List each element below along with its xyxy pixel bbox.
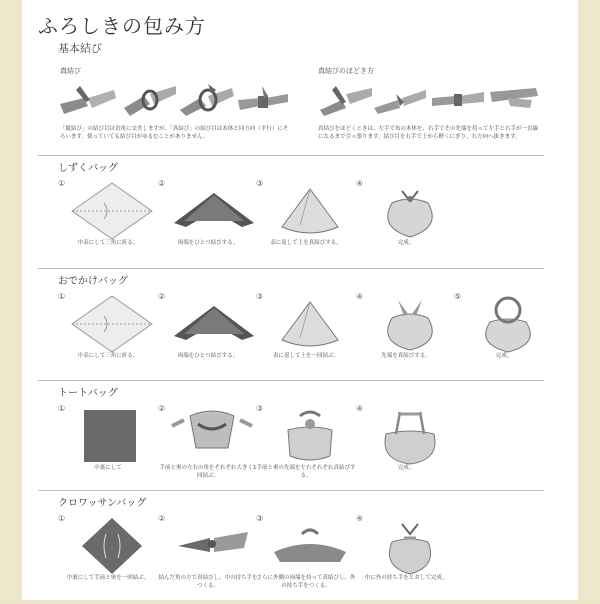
untie-note: 真結びをほどくときは、左手で布の本体を、右手でその先端を持って左手と右手が一直線になるまで引っ張ります。結び目を右手で上から軽くにぎり、右方向へ抜きます。 (318, 126, 539, 140)
tote-bag-step-2 (158, 404, 258, 494)
step-caption: 表に返して上を真結びする。 (270, 240, 342, 246)
shizuku-bag-step-3 (256, 179, 356, 269)
untie-illustration-3 (430, 80, 486, 120)
step-caption: 手前と奥の先端を左右それぞれ真結びする。 (256, 465, 356, 479)
step-number: ③ (256, 292, 264, 301)
section-divider (38, 268, 544, 269)
step-number: ② (158, 179, 166, 188)
step-number: ⑤ (454, 292, 462, 301)
step-illustration (70, 181, 154, 241)
croissant-bag-step-1 (58, 514, 158, 604)
odekake-bag-step-3 (256, 292, 356, 382)
knot-illustration-1 (58, 80, 118, 120)
step-illustration (170, 294, 254, 354)
step-caption: 中裏にして手前と奥を一回結ぶ。 (66, 575, 150, 581)
step-number: ④ (356, 514, 364, 523)
step-illustration (268, 516, 352, 576)
step-illustration (170, 181, 254, 241)
knot-illustration-4 (236, 80, 292, 120)
tote-bag-step-1 (58, 404, 158, 494)
step-illustration (170, 516, 254, 576)
step-number: ④ (356, 179, 364, 188)
shizuku-bag-step-2 (158, 179, 258, 269)
section-title-croissant-bag: クロワッサンバッグ (58, 498, 147, 509)
tote-bag-step-3 (256, 404, 356, 494)
step-number: ③ (256, 179, 264, 188)
step-illustration (268, 406, 352, 466)
untie-label: 真結びのほどき方 (318, 67, 374, 75)
knot-illustration-2 (120, 80, 180, 120)
untie-illustration-4 (488, 80, 542, 120)
tote-bag-step-4 (356, 404, 456, 494)
odekake-bag-step-1 (58, 292, 158, 382)
step-caption: 完成。 (397, 465, 415, 471)
step-illustration (70, 516, 154, 576)
step-caption: 完成。 (495, 353, 513, 359)
untie-illustration-1 (316, 80, 376, 120)
shizuku-bag-step-1 (58, 179, 158, 269)
section-divider (38, 490, 544, 491)
knot-illustration-3 (178, 80, 238, 120)
knot-note: 「縦結び」の結び目は直角に交差しますが、「真結び」の結び目は本体と同方向（平行）にそろいます。使っていても結び目がゆるむことがありません。 (60, 126, 289, 140)
step-caption: 中表にして三角に折る。 (77, 353, 139, 359)
step-caption: 中裏にして (94, 465, 122, 471)
step-caption: 完成。 (397, 240, 415, 246)
step-number: ① (58, 404, 66, 413)
step-caption: 結んだ角の方で真結びし、中の持ち手をつくる。 (158, 575, 258, 589)
section-divider (38, 155, 544, 156)
step-caption: 両端をひとつ結びする。 (177, 240, 239, 246)
step-number: ① (58, 179, 66, 188)
step-illustration (268, 294, 352, 354)
step-illustration (268, 181, 352, 241)
step-illustration (368, 406, 452, 466)
step-illustration (368, 516, 452, 576)
step-caption: 先端を真結びする。 (381, 353, 431, 359)
odekake-bag-step-2 (158, 292, 258, 382)
croissant-bag-step-3 (256, 514, 356, 604)
step-number: ③ (256, 404, 264, 413)
step-caption: 手前と奥の左右の角をそれぞれ大きく1回結ぶ。 (159, 465, 257, 479)
step-number: ② (158, 514, 166, 523)
odekake-bag-step-4 (356, 292, 456, 382)
step-number: ④ (356, 292, 364, 301)
step-illustration (368, 294, 452, 354)
croissant-bag-step-4 (356, 514, 456, 604)
shizuku-bag-step-4 (356, 179, 456, 269)
step-caption: 中表にして三角に折る。 (77, 240, 139, 246)
page-title: ふろしきの包み方 (38, 14, 206, 38)
step-illustration (368, 181, 452, 241)
odekake-bag-step-5 (454, 292, 554, 382)
step-illustration (170, 406, 254, 466)
untie-illustration-2 (370, 80, 430, 120)
knot-label: 真結び (60, 67, 81, 75)
step-number: ② (158, 292, 166, 301)
step-illustration (70, 406, 154, 466)
step-caption: さらに外側の両端を持って真結びし、外の持ち手をつくる。 (256, 575, 356, 589)
croissant-bag-step-2 (158, 514, 258, 604)
step-caption: 両端をひとつ結びする。 (177, 353, 239, 359)
step-number: ① (58, 292, 66, 301)
step-caption: 表に返して上を一回結ぶ。 (272, 353, 340, 359)
step-number: ② (158, 404, 166, 413)
page-subtitle: 基本結び (58, 42, 102, 55)
section-title-odekake-bag: おでかけバッグ (58, 276, 128, 287)
section-divider (38, 380, 544, 381)
step-caption: 中に外の持ち手をとおして完成。 (364, 575, 448, 581)
step-number: ③ (256, 514, 264, 523)
step-illustration (466, 294, 550, 354)
step-illustration (70, 294, 154, 354)
section-title-shizuku-bag: しずくバッグ (58, 163, 118, 174)
step-number: ④ (356, 404, 364, 413)
section-title-tote-bag: トートバッグ (58, 388, 118, 399)
step-number: ① (58, 514, 66, 523)
